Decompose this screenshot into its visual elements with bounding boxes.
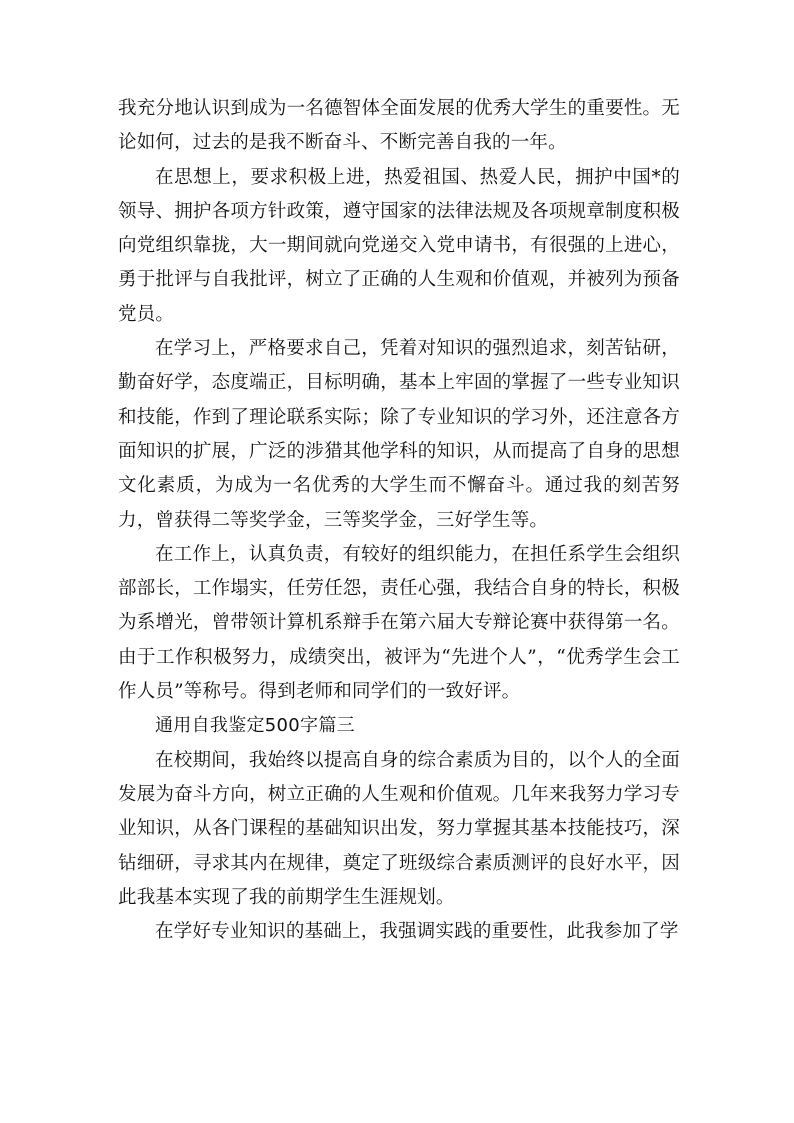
paragraph-work: 在工作上，认真负责，有较好的组织能力，在担任系学生会组织部部长，工作塌实，任劳任怨，责任心强，我结合自身的特长，积极为系增光，曾带领计算机系辩手在第六届大专辩论赛中获得第一名。由于工作积极努力，成绩突出，被评为“先进个人”，“优秀学生会工作人员”等称号。得到老师和同学们的一致好评。 [118,543,680,703]
paragraph-practice: 在学好专业知识的基础上，我强调实践的重要性，此我参加了学 [155,921,679,943]
section-heading: 通用自我鉴定500字篇三 [155,715,355,737]
paragraph-school-period: 在校期间，我始终以提高自身的综合素质为目的，以个人的全面发展为奋斗方向，树立正确的人生观和价值观。几年来我努力学习专业知识，从各门课程的基础知识出发，努力掌握其基本技能技巧，深钻细研，寻求其内在规律，奠定了班级综合素质测评的良好水平，因此我基本实现了我的前期学生生涯规划。 [118,749,680,908]
paragraph-study: 在学习上，严格要求自己，凭着对知识的强烈追求，刻苦钻研，勤奋好学，态度端正，目标明确，基本上牢固的掌握了一些专业知识和技能，作到了理论联系实际；除了专业知识的学习外，还注意各方面知识的扩展，广泛的涉猎其他学科的知识，从而提高了自身的思想文化素质，为成为一名优秀的大学生而不懈奋斗。通过我的刻苦努力，曾获得二等奖学金，三等奖学金，三好学生等。 [118,338,680,531]
paragraph-ideology: 在思想上，要求积极上进，热爱祖国、热爱人民，拥护中国*的领导、拥护各项方针政策，遵守国家的法律法规及各项规章制度积极向党组织靠拢，大一期间就向党递交入党申请书，有很强的上进心，勇于批评与自我批评，树立了正确的人生观和价值观，并被列为预备党员。 [118,166,680,325]
document-page [118,92,680,949]
paragraph-intro: 我充分地认识到成为一名德智体全面发展的优秀大学生的重要性。无论如何，过去的是我不断奋斗、不断完善自我的一年。 [118,98,680,154]
